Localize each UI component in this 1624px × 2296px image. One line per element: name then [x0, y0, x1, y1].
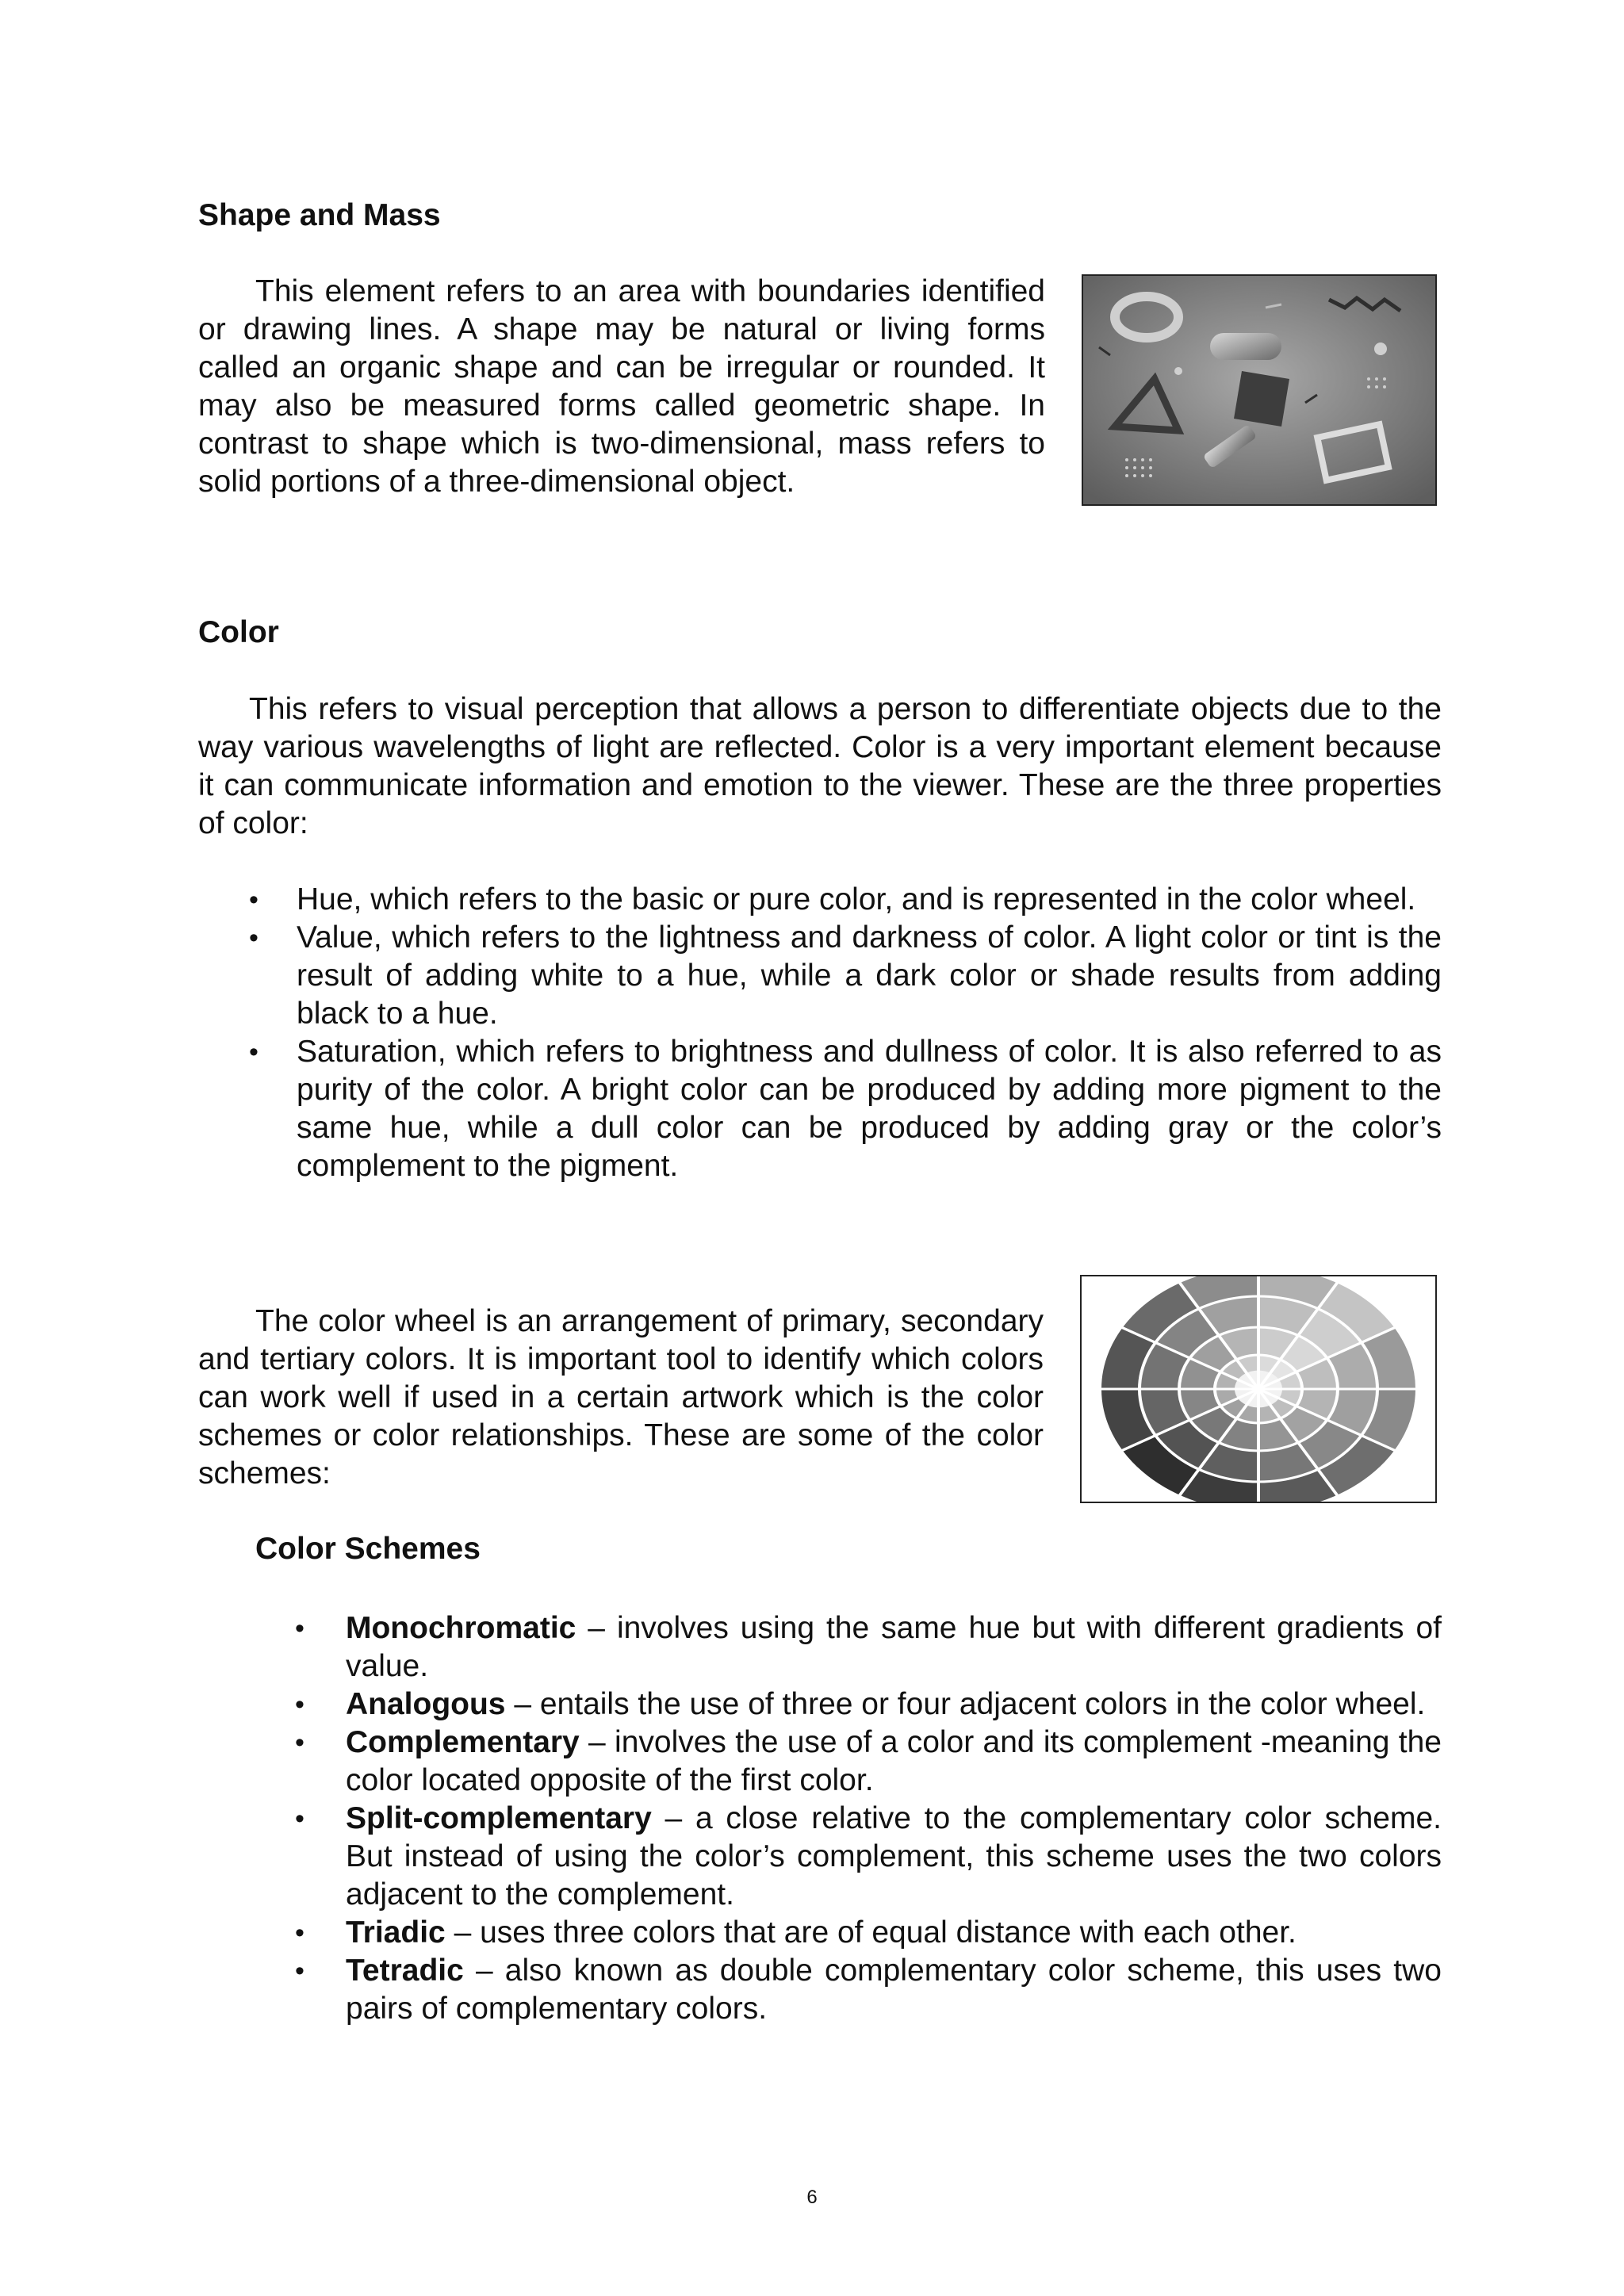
- bullet-icon: •: [249, 923, 259, 953]
- scheme-term-tetradic: Tetradic: [346, 1954, 464, 1988]
- section-heading-shape-and-mass: Shape and Mass: [198, 198, 441, 232]
- list-item: [295, 1952, 1442, 2028]
- scheme-description: – involves the use of a color and its complement -meaning the color located opposite of the first color.: [346, 1725, 1442, 1797]
- geometric-shapes-icon: [1083, 276, 1435, 504]
- scheme-description: – uses three colors that are of equal distance with each other.: [445, 1915, 1297, 1950]
- section-heading-color-schemes: Color Schemes: [255, 1532, 481, 1566]
- bullet-icon: •: [295, 1956, 304, 1986]
- bullet-icon: •: [249, 1037, 259, 1067]
- scheme-description: – also known as double complementary color scheme, this uses two pairs of complementary colors.: [346, 1954, 1442, 2026]
- list-item: [295, 1914, 1442, 1952]
- shape-and-mass-paragraph: This element refers to an area with boundaries identified or drawing lines. A shape may be natural or living forms called an organic shape and can be irregular or rounded. It may also be measured forms called geometric shape. In contrast to shape which is two-dimensional, mass refers to solid portions of a three-dimensional object.: [198, 274, 1045, 499]
- list-item: [295, 1609, 1442, 1686]
- color-schemes-list: [295, 1609, 1442, 2028]
- property-saturation-text: Saturation, which refers to brightness and dullness of color. It is also referred to as purity of the color. A bright color can be produced by adding more pigment to the same hue, while a dull color can be produced by adding gray or the color’s complement to the pigment.: [297, 1035, 1442, 1183]
- property-hue-text: Hue, which refers to the basic or pure color, and is represented in the color wheel.: [297, 882, 1416, 916]
- color-wheel-image: [1080, 1275, 1437, 1503]
- color-wheel-paragraph: The color wheel is an arrangement of primary, secondary and tertiary colors. It is important tool to identify which colors can work well if used in a certain artwork which is the color schemes or color relationships. These are some of the color schemes:: [198, 1304, 1044, 1490]
- list-item: [249, 881, 1442, 919]
- scheme-term-triadic: Triadic: [346, 1915, 446, 1950]
- bullet-icon: •: [249, 885, 259, 915]
- list-item: [249, 919, 1442, 1033]
- bullet-icon: •: [295, 1918, 304, 1948]
- bullet-icon: •: [295, 1804, 304, 1834]
- list-item: [295, 1724, 1442, 1800]
- page-number: 6: [806, 2187, 818, 2208]
- list-item: [249, 1033, 1442, 1185]
- scheme-description: – a close relative to the complementary color scheme. But instead of using the color’s complement, this scheme uses the two colors adjacent to the complement.: [346, 1801, 1442, 1911]
- bullet-icon: •: [295, 1728, 304, 1758]
- scheme-term-analogous: Analogous: [346, 1687, 506, 1721]
- section-heading-color: Color: [198, 615, 279, 649]
- scheme-term-monochromatic: Monochromatic: [346, 1611, 576, 1645]
- scheme-description: – entails the use of three or four adjacent colors in the color wheel.: [505, 1687, 1426, 1721]
- scheme-term-complementary: Complementary: [346, 1725, 580, 1759]
- list-item: [295, 1686, 1442, 1724]
- property-value-text: Value, which refers to the lightness and darkness of color. A light color or tint is the result of adding white to a hue, while a dark color or shade results from adding black to a hue.: [297, 920, 1442, 1031]
- bullet-icon: •: [295, 1613, 304, 1644]
- geometric-shapes-image: [1082, 274, 1437, 506]
- color-wheel-icon: [1082, 1276, 1435, 1502]
- list-item: [295, 1800, 1442, 1914]
- color-properties-list: [249, 881, 1442, 1185]
- color-paragraph: This refers to visual perception that allows a person to differentiate objects due to the way various wavelengths of light are reflected. Color is a very important element because it can communicate information and emotion to the viewer. These are the three properties of color:: [198, 692, 1442, 840]
- bullet-icon: •: [295, 1689, 304, 1720]
- scheme-description: – involves using the same hue but with different gradients of value.: [346, 1611, 1442, 1683]
- scheme-term-split-complementary: Split-complementary: [346, 1801, 652, 1835]
